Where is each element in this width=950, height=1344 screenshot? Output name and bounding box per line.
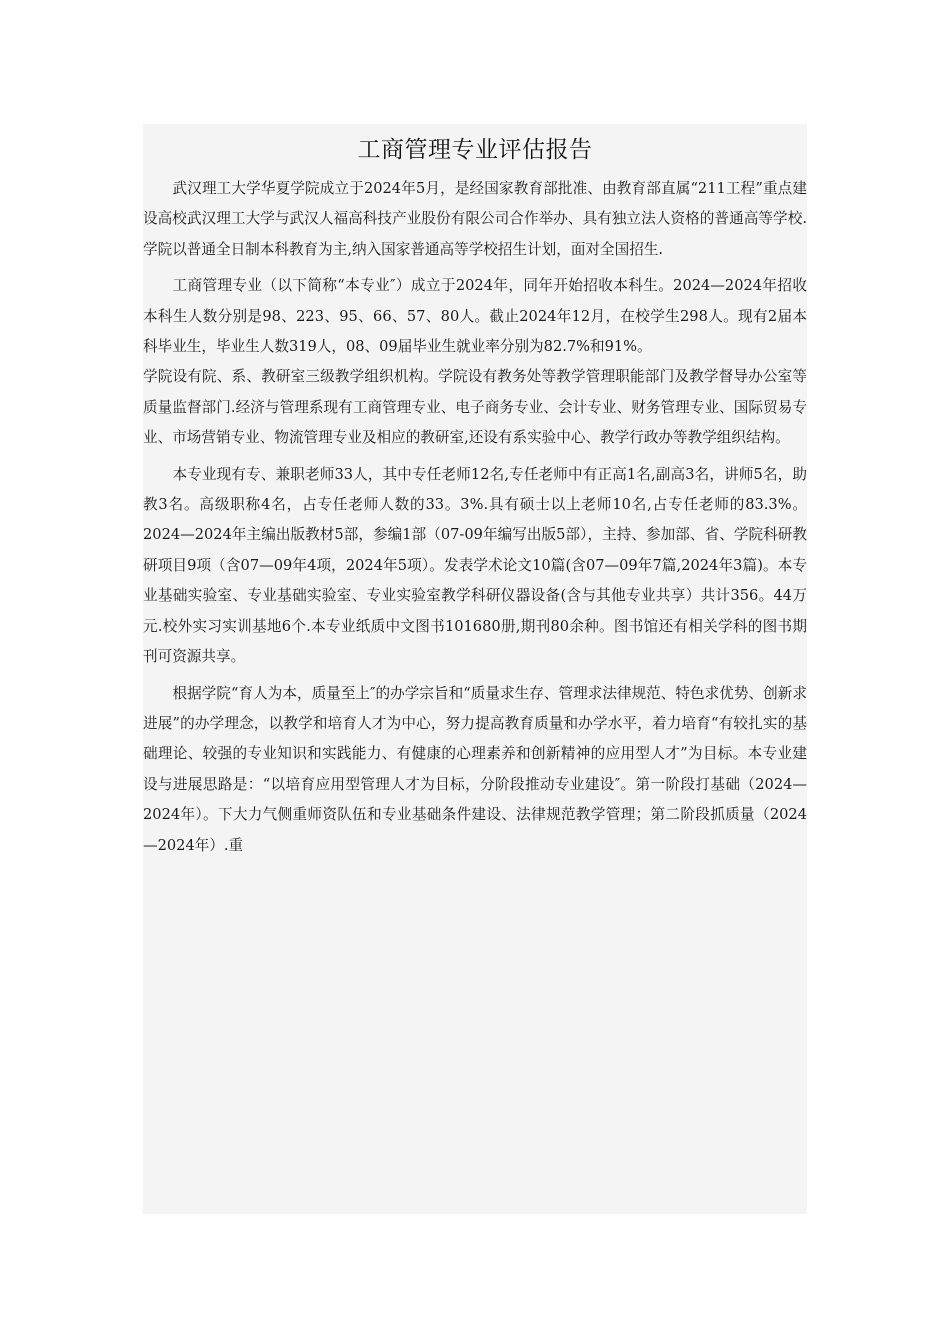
document-page [143, 124, 807, 1214]
paragraph-organization: 学院设有院、系、教研室三级教学组织机构。学院设有教务处等教学管理职能部门及教学督导办公室等质量监督部门.经济与管理系现有工商管理专业、电子商务专业、会计专业、财务管理专业、国际贸易专业、市场营销专业、物流管理专业及相应的教研室,还设有系实验中心、教学行政办等教学组织结构。 [143, 368, 807, 447]
paragraph-major-overview: 工商管理专业（以下简称“本专业″）成立于2024年，同年开始招收本科生。2024—2024年招收本科生人数分别是98、223、95、66、57、80人。截止2024年12月，在校学生298人。现有2届本科毕业生，毕业生人数319人，08、09届毕业生就业率分别为82.7%和91%。 [143, 277, 807, 356]
paragraph-development-plan: 根据学院“育人为本，质量至上″的办学宗旨和“质量求生存、管理求法律规范、特色求优势、创新求进展”的办学理念，以教学和培育人才为中心，努力提高教育质量和办学水平，着力培育“有较扎实的基础理论、较强的专业知识和实践能力、有健康的心理素养和创新精神的应用型人才”为目标。本专业建设与进展思路是：“以培育应用型管理人才为目标，分阶段推动专业建设″。第一阶段打基础（2024—2024年）。下大力气侧重师资队伍和专业基础条件建设、法律规范教学管理；第二阶段抓质量（2024—2024年）.重 [143, 684, 807, 854]
paragraph-college-intro: 武汉理工大学华夏学院成立于2024年5月，是经国家教育部批准、由教育部直属“211工程”重点建设高校武汉理工大学与武汉人福高科技产业股份有限公司合作举办、具有独立法人资格的普通高等学校.学院以普通全日制本科教育为主,纳入国家普通高等学校招生计划，面对全国招生. [143, 180, 807, 258]
document-title: 工商管理专业评估报告 [357, 137, 593, 163]
document-body [143, 174, 807, 861]
paragraph-faculty-resources: 本专业现有专、兼职老师33人，其中专任老师12名,专任老师中有正高1名,副高3名，讲师5名，助教3名。高级职称4名，占专任老师人数的33。3%.具有硕士以上老师10名,占专任老师的83.3%。2024—2024年主编出版教材5部，参编1部（07-09年编写出版5部），主持、参加部、省、学院科研教研项目9项（含07—09年4项，2024年5项）。发表学术论文10篇(含07—09年7篇,2024年3篇)。本专业基础实验室、专业基础实验室、专业实验室教学科研仪器设备(含与其他专业共享）共计356。44万元.校外实习实训基地6个.本专业纸质中文图书101680册,期刊80余种。图书馆还有相关学科的图书期刊可资源共享。 [143, 465, 807, 666]
